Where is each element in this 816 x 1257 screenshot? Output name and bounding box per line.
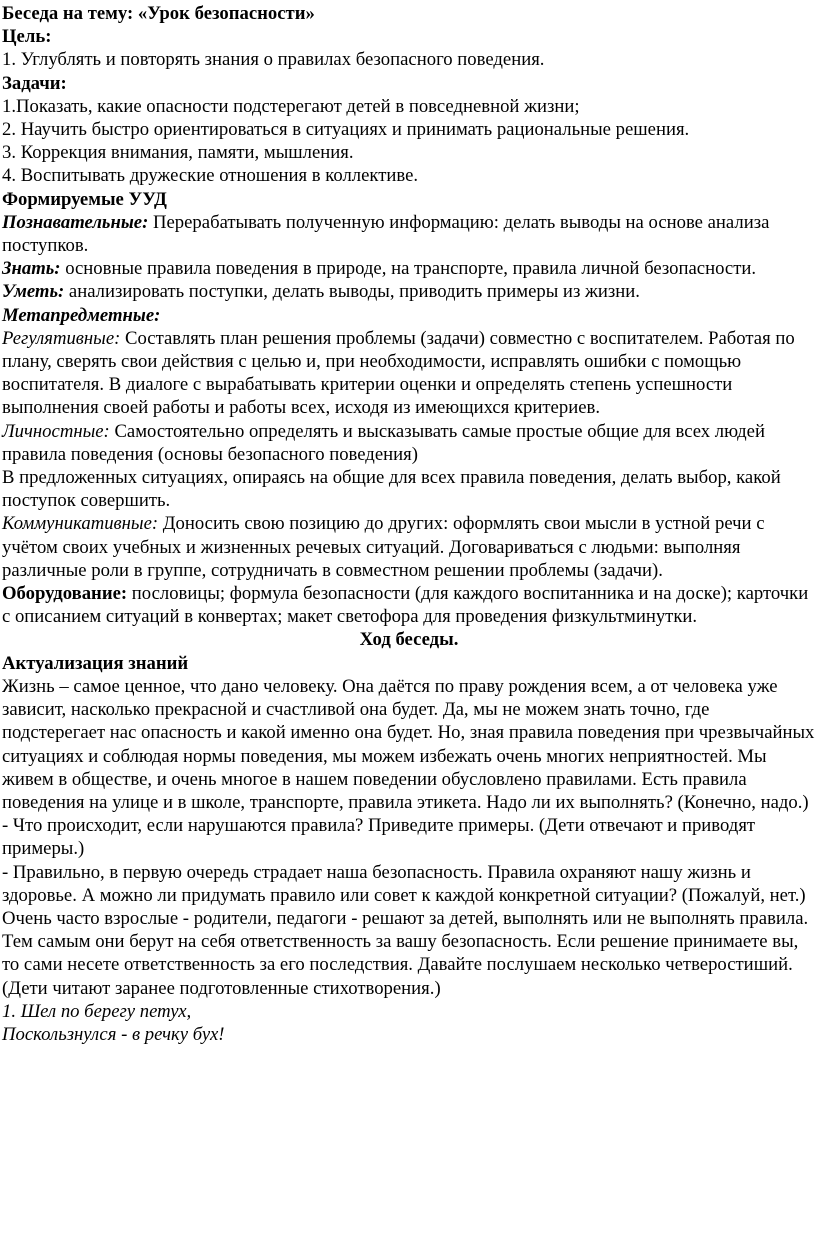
equipment-paragraph (2, 582, 816, 628)
personal-paragraph (2, 420, 816, 466)
know-paragraph (2, 257, 816, 280)
able-label: Уметь: (2, 281, 65, 303)
body-paragraph: Очень часто взрослые - родители, педагоги - решают за детей, выполнять или не выполнять правила. Тем самым они берут на себя ответственность за вашу безопасность. Если решение принимаете вы, то сами несете ответственность за его последствия. Давайте послушаем несколько четверостиший. (2, 907, 809, 976)
poem-line: 1. Шел по берегу петух, (2, 1000, 192, 1022)
regulative-label: Регулятивные: (2, 327, 121, 349)
personal-paragraph-2: В предложенных ситуациях, опираясь на общие для всех правила поведения, делать выбор, какой поступок совершить. (2, 467, 781, 512)
communicative-text: Доносить свою позицию до других: оформлять свои мысли в устной речи с учётом своих учебных и жизненных речевых ситуаций. Договариваться с людьми: выполняя различные роли в группе, сотрудничать в совместном решении проблемы (задачи). (2, 513, 765, 581)
tasks-heading: Задачи: (2, 72, 67, 94)
regulative-paragraph (2, 327, 816, 420)
body-paragraph: Жизнь – самое ценное, что дано человеку. Она даётся по праву рождения всем, а от человека уже зависит, насколько прекрасной и счастливой она будет. Да, мы не можем знать точно, где подстерегает нас опасность и какой именно она будет. Но, зная правила поведения при чрезвычайных ситуациях и соблюдая нормы поведения, мы можем избежать очень многих неприятностей. Мы живем в обществе, и очень многое в нашем поведении обусловлено правилами. Есть правила поведения на улице и в школе, транспорте, правила этикета. Надо ли их выполнять? (Конечно, надо.) (2, 675, 815, 813)
meta-heading: Метапредметные: (2, 304, 161, 326)
actualization-heading: Актуализация знаний (2, 652, 189, 674)
personal-label: Личностные: (2, 420, 110, 442)
equipment-text: пословицы; формула безопасности (для каждого воспитанника и на доске); карточки с описанием ситуаций в конвертах; макет светофора для проведения физкультминутки. (2, 583, 809, 628)
poem-line: Поскользнулся - в речку бух! (2, 1023, 225, 1045)
cognitive-label: Познавательные: (2, 211, 149, 233)
personal-text: Самостоятельно определять и высказывать самые простые общие для всех людей правила поведения (основы безопасного поведения) (2, 420, 765, 465)
know-text: основные правила поведения в природе, на транспорте, правила личной безопасности. (60, 258, 757, 280)
regulative-text: Составлять план решения проблемы (задачи) совместно с воспитателем. Работая по плану, сверять свои действия с целью и, при необходимости, исправлять ошибки с помощью воспитателя. В диалоге с вырабатывать критерии оценки и определять степень успешности выполнения своей работы и работы всех, исходя из имеющихся критериев. (2, 327, 795, 419)
goal-item: 1. Углублять и повторять знания о правилах безопасного поведения. (2, 49, 545, 71)
body-paragraph: (Дети читают заранее подготовленные стихотворения.) (2, 977, 441, 999)
communicative-paragraph (2, 512, 816, 582)
task-item: 4. Воспитывать дружеские отношения в коллективе. (2, 165, 419, 187)
goal-heading: Цель: (2, 26, 52, 48)
document-title: Беседа на тему: «Урок безопасности» (2, 3, 315, 24)
uud-heading: Формируемые УУД (2, 188, 167, 210)
body-paragraph: - Что происходит, если нарушаются правила? Приведите примеры. (Дети отвечают и приводят примеры.) (2, 815, 756, 860)
task-item: 1.Показать, какие опасности подстерегают детей в повседневной жизни; (2, 95, 580, 117)
course-heading: Ход беседы. (359, 629, 459, 651)
cognitive-text: Перерабатывать полученную информацию: делать выводы на основе анализа поступков. (2, 211, 770, 257)
know-label: Знать: (2, 258, 61, 280)
body-paragraph: - Правильно, в первую очередь страдает наша безопасность. Правила охраняют нашу жизнь и здоровье. А можно ли придумать правило или совет к каждой конкретной ситуации? (Пожалуй, нет.) (2, 861, 806, 906)
task-item: 3. Коррекция внимания, памяти, мышления. (2, 142, 354, 164)
communicative-label: Коммуникативные: (2, 513, 159, 535)
task-item: 2. Научить быстро ориентироваться в ситуациях и принимать рациональные решения. (2, 119, 690, 141)
able-text: анализировать поступки, делать выводы, приводить примеры из жизни. (64, 281, 640, 303)
equipment-label: Оборудование: (2, 583, 128, 605)
cognitive-paragraph (2, 211, 816, 257)
able-paragraph (2, 280, 816, 303)
